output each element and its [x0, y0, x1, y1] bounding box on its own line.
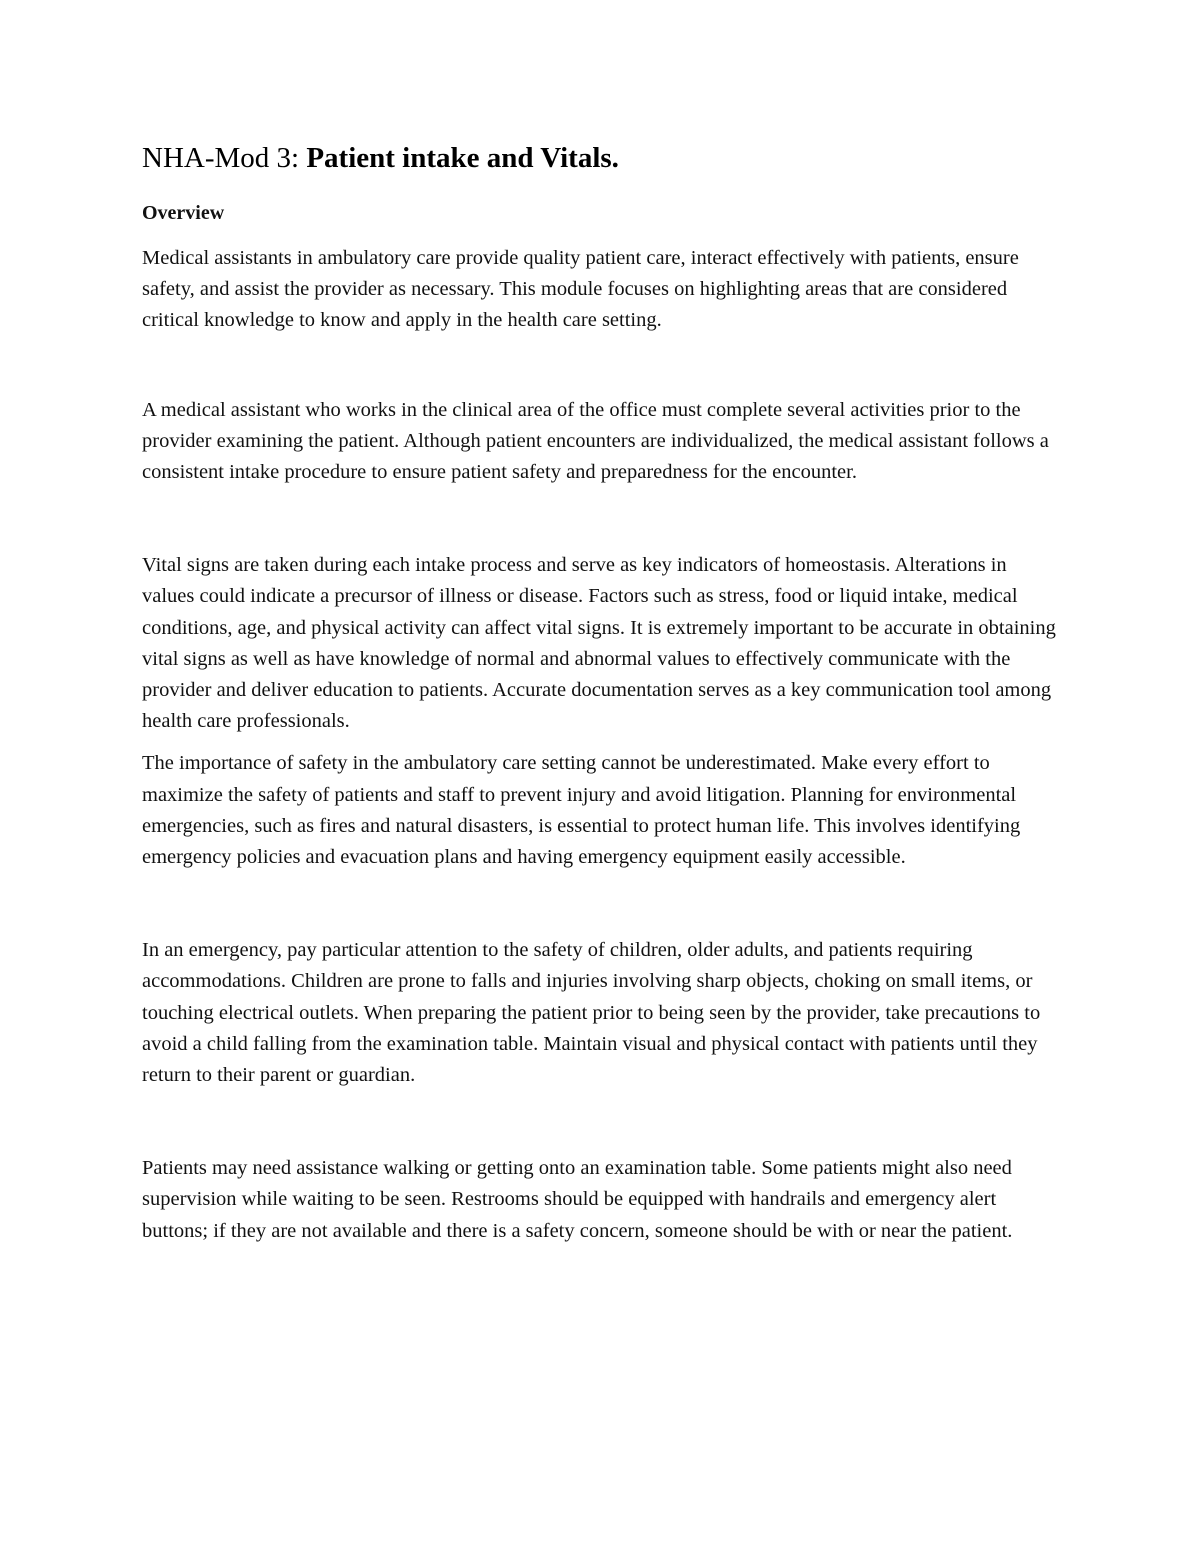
document-body	[142, 138, 1062, 1247]
paragraph-intake: A medical assistant who works in the clinical area of the office must complete several activities prior to the provider examining the patient. Although patient encounters are individualized, the medical assistant follows a consistent intake procedure to ensure patient safety and preparedness for the encounter.	[142, 398, 1049, 484]
paragraph-emergency: In an emergency, pay particular attention to the safety of children, older adults, and patients requiring accommodations. Children are prone to falls and injuries involving sharp objects, choking on small items, or touching electrical outlets. When preparing the patient prior to being seen by the provider, take precautions to avoid a child falling from the examination table. Maintain visual and physical contact with patients until they return to their parent or guardian.	[142, 939, 1041, 1087]
paragraph-vital-signs: Vital signs are taken during each intake process and serve as key indicators of homeostasis. Alterations in values could indicate a precursor of illness or disease. Factors such as stress, food or liquid intake, medical conditions, age, and physical activity can affect vital signs. It is extremely important to be accurate in obtaining vital signs as well as have knowledge of normal and abnormal values to effectively communicate with the provider and deliver education to patients. Accurate documentation serves as a key communication tool among health care professionals.	[142, 554, 1056, 733]
paragraph-assistance: Patients may need assistance walking or getting onto an examination table. Some patients might also need supervision while waiting to be seen. Restrooms should be equipped with handrails and emergency alert buttons; if they are not available and there is a safety concern, someone should be with or near the patient.	[142, 1157, 1013, 1242]
title-prefix: NHA-Mod 3:	[142, 142, 307, 174]
document-title	[142, 138, 1062, 178]
section-heading-overview: Overview	[142, 202, 225, 224]
paragraph-overview: Medical assistants in ambulatory care provide quality patient care, interact effectively with patients, ensure safety, and assist the provider as necessary. This module focuses on highlighting areas that are considered critical knowledge to know and apply in the health care setting.	[142, 247, 1019, 332]
title-main: Patient intake and Vitals.	[306, 142, 619, 174]
paragraph-safety: The importance of safety in the ambulatory care setting cannot be underestimated. Make every effort to maximize the safety of patients and staff to prevent injury and avoid litigation. Planning for environmental emergencies, such as fires and natural disasters, is essential to protect human life. This involves identifying emergency policies and evacuation plans and having emergency equipment easily accessible.	[142, 752, 1021, 869]
